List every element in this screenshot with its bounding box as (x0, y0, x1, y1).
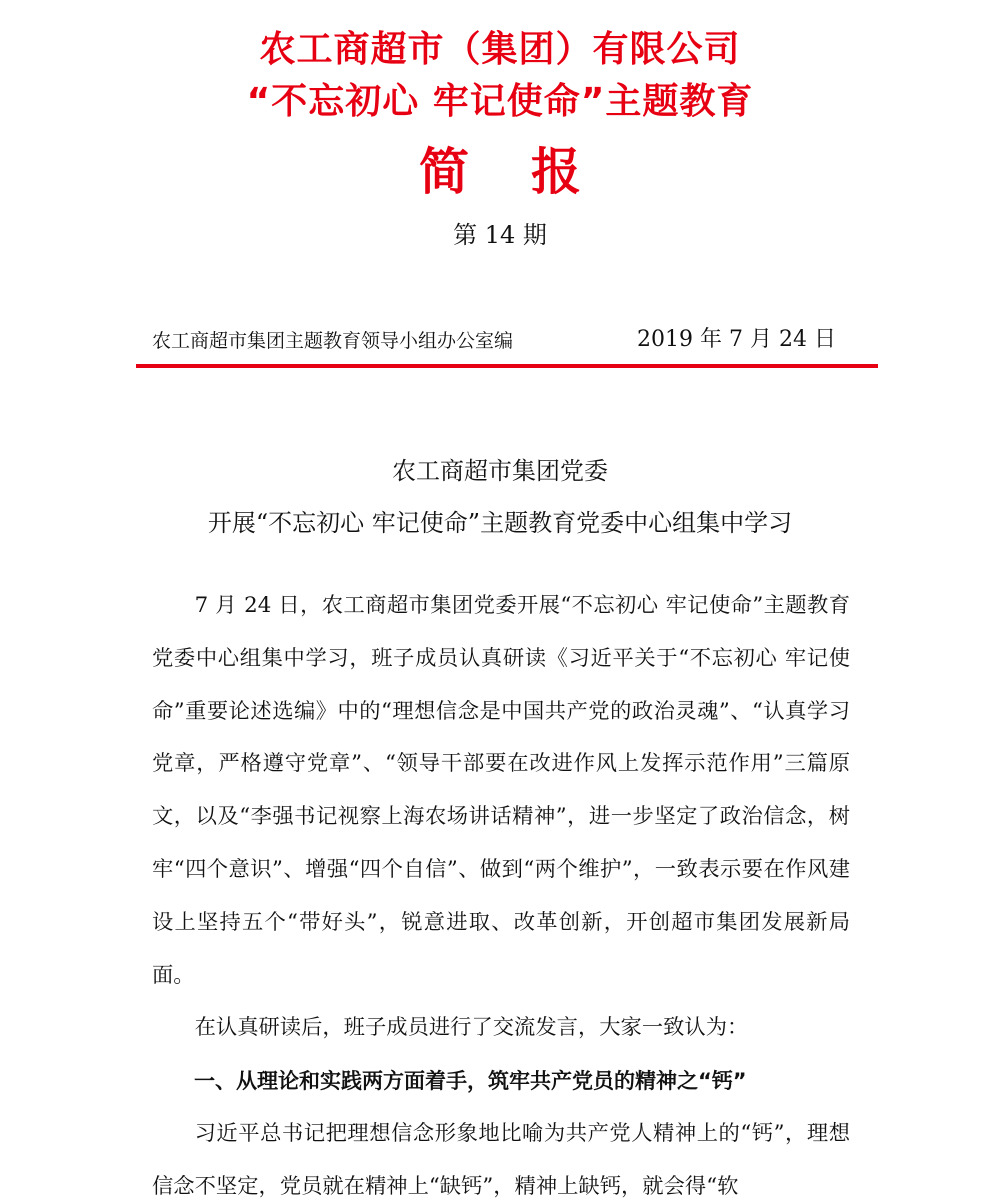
article-body (152, 580, 850, 1204)
paragraph-intro: 7 月 24 日，农工商超市集团党委开展“不忘初心 牢记使命”主题教育党委中心组集中学习，班子成员认真研读《习近平关于“不忘初心 牢记使命”重要论述选编》中的“理想信念是中国共产党的政治灵魂”、“认真学习党章，严格遵守党章”、“领导干部要在改进作风上发挥示范作用”三篇原文，以及“李强书记视察上海农场讲话精神”，进一步坚定了政治信念，树牢“四个意识”、增强“四个自信”、做到“两个维护”，一致表示要在作风建设上坚持五个“带好头”，锐意进取、改革创新，开创超市集团发展新局面。 (152, 593, 850, 988)
section-heading-1: 一、从理论和实践两方面着手，筑牢共产党员的精神之“钙” (194, 1069, 747, 1094)
publish-date: 2019 年 7 月 24 日 (637, 327, 836, 352)
article-title-line2: 开展“不忘初心 牢记使命”主题教育党委中心组集中学习 (207, 509, 793, 537)
article-title-line1: 农工商超市集团党委 (392, 457, 608, 485)
paragraph-consensus: 在认真研读后，班子成员进行了交流发言，大家一致认为： (194, 1015, 749, 1041)
bulletin-title: 简报 (419, 143, 643, 201)
issue-number: 第 14 期 (453, 221, 547, 249)
editor-line: 农工商超市集团主题教育领导小组办公室编 (152, 330, 514, 352)
organization-title: 农工商超市（集团）有限公司 (259, 29, 741, 70)
paragraph-section-1: 习近平总书记把理想信念形象地比喻为共产党人精神上的“钙”，理想信念不坚定，党员就在精神上“缺钙”，精神上缺钙，就会得“软 (152, 1120, 850, 1199)
theme-title: “不忘初心 牢记使命”主题教育 (246, 81, 754, 122)
red-divider (136, 364, 878, 368)
